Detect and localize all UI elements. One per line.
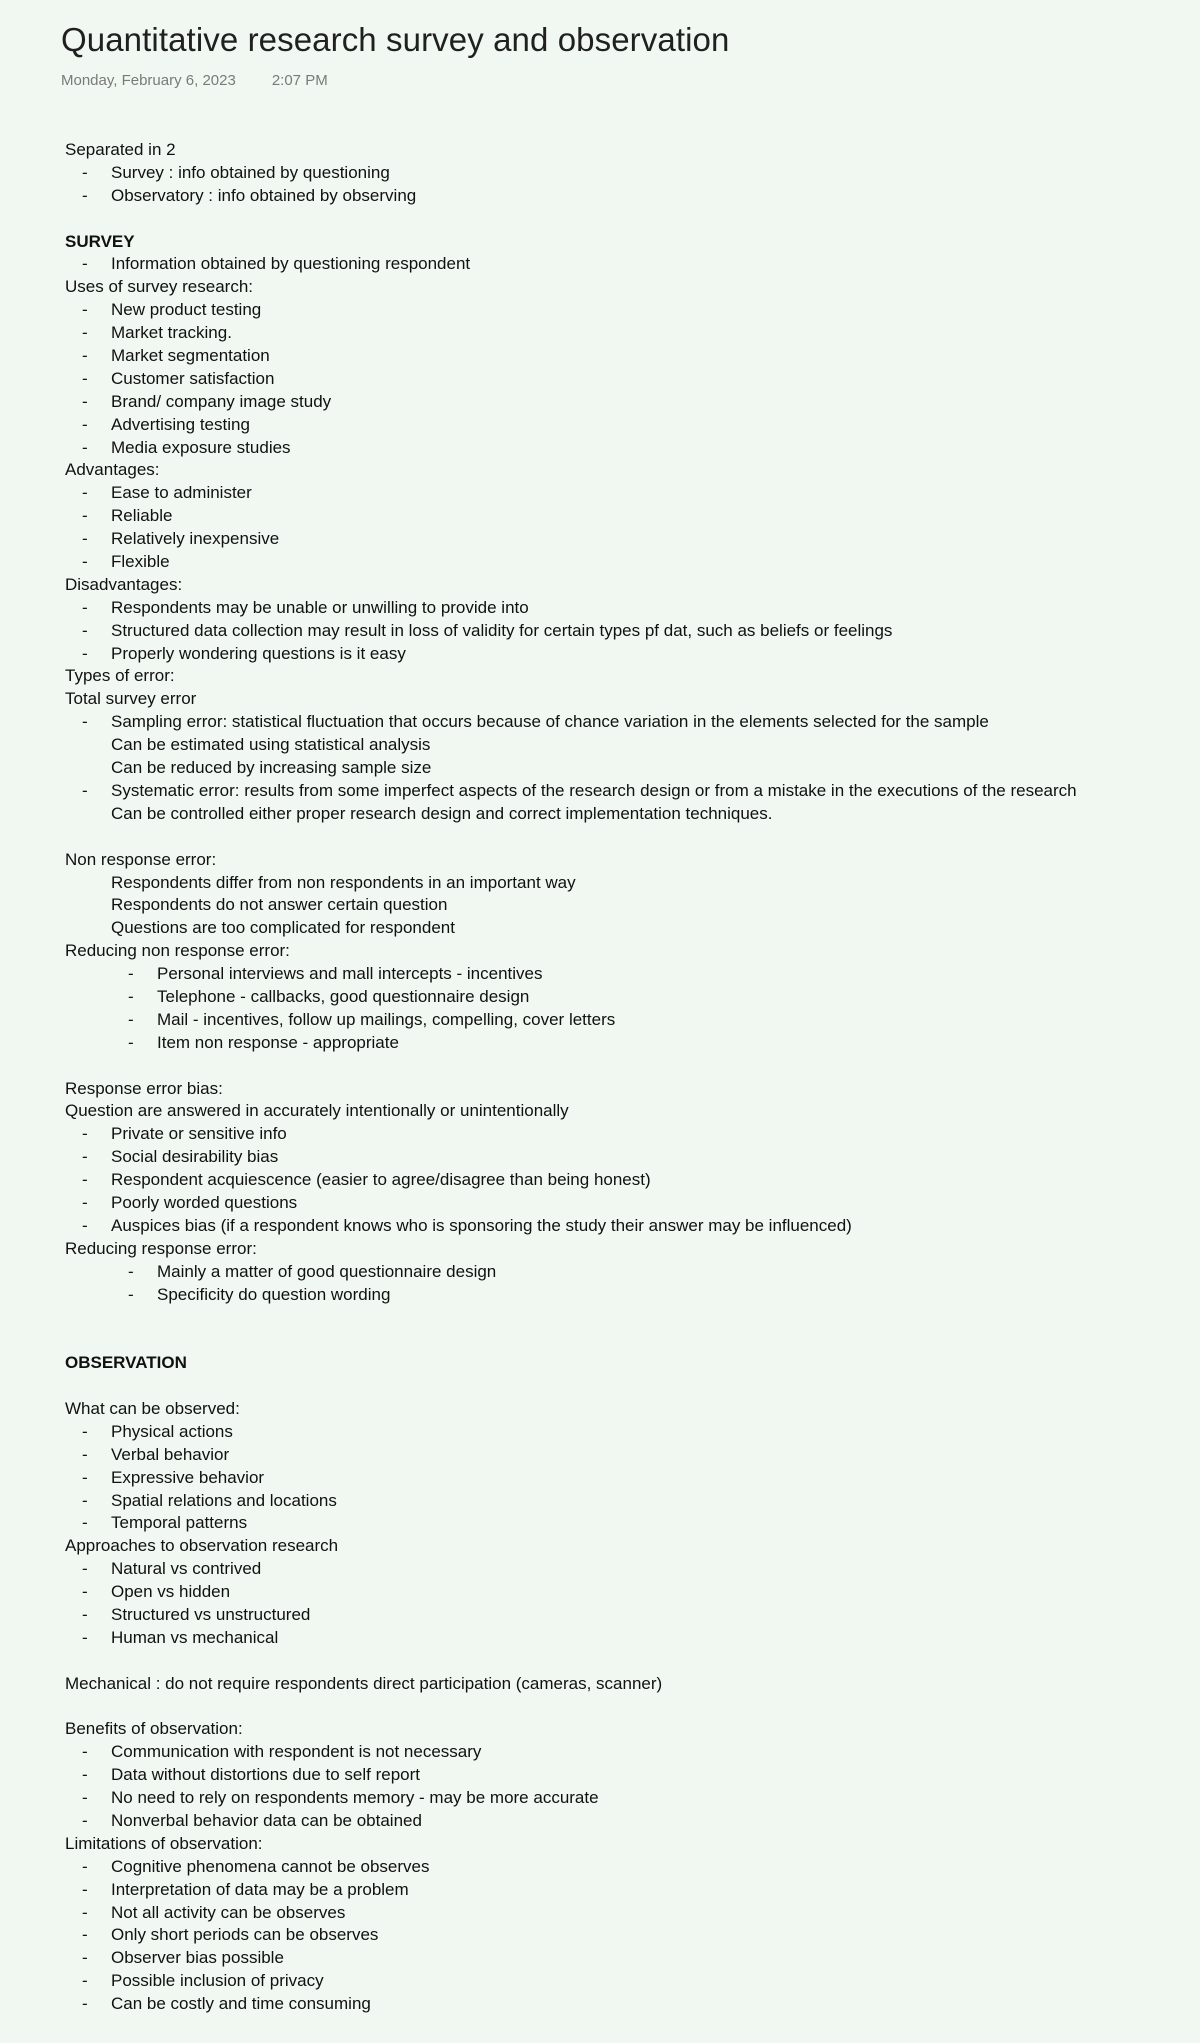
line-text: Disadvantages: xyxy=(65,574,183,594)
note-time: 2:07 PM xyxy=(271,72,328,89)
line-text: Item non response - appropriate xyxy=(157,1032,399,1052)
line-text: Natural vs contrived xyxy=(111,1559,262,1579)
list-item[interactable] xyxy=(65,1215,1175,1238)
dash-bullet-icon: - xyxy=(82,1605,88,1624)
list-item[interactable] xyxy=(65,1604,1175,1627)
list-item[interactable] xyxy=(65,1123,1175,1146)
dash-bullet-icon: - xyxy=(82,1971,88,1991)
dash-bullet-icon: - xyxy=(128,1261,134,1281)
list-item[interactable] xyxy=(65,185,1175,208)
line-text: Interpretation of data may be a problem xyxy=(111,1879,409,1899)
list-item[interactable] xyxy=(65,1581,1175,1604)
dash-bullet-icon: - xyxy=(82,1421,88,1441)
dash-bullet-icon: - xyxy=(82,1627,88,1647)
dash-bullet-icon: - xyxy=(82,437,88,457)
line-text: Personal interviews and mall intercepts - incentives xyxy=(157,964,543,984)
list-item[interactable] xyxy=(65,1284,1175,1307)
list-item[interactable] xyxy=(65,345,1175,368)
list-item[interactable] xyxy=(65,1924,1175,1947)
list-item[interactable] xyxy=(65,528,1175,551)
dash-bullet-icon: - xyxy=(128,964,134,984)
line-text: Social desirability bias xyxy=(111,1147,279,1167)
line-text: Structured data collection may result in loss of validity for certain types pf dat, such as beliefs or feelings xyxy=(111,620,893,640)
line-text: Communication with respondent is not necessary xyxy=(111,1742,482,1762)
dash-bullet-icon: - xyxy=(82,1582,88,1602)
line-text: Reducing non response error: xyxy=(65,941,290,961)
line-text: Survey : info obtained by questioning xyxy=(111,162,390,182)
dash-bullet-icon: - xyxy=(82,1147,88,1167)
dash-bullet-icon: - xyxy=(82,1811,88,1831)
text-line[interactable] xyxy=(65,459,1175,482)
list-item[interactable] xyxy=(65,299,1175,322)
list-item[interactable] xyxy=(65,1810,1175,1833)
dash-bullet-icon: - xyxy=(82,162,88,182)
line-text: New product testing xyxy=(111,300,262,320)
text-line[interactable] xyxy=(65,803,1175,826)
dash-bullet-icon: - xyxy=(82,368,88,388)
line-text: Physical actions xyxy=(111,1421,233,1441)
line-text: Information obtained by questioning respondent xyxy=(111,254,471,274)
line-text: Respondents do not answer certain question xyxy=(111,895,448,915)
dash-bullet-icon: - xyxy=(82,1742,88,1762)
dash-bullet-icon: - xyxy=(82,1879,88,1899)
line-text: Properly wondering questions is it easy xyxy=(111,643,406,663)
list-item[interactable] xyxy=(65,1192,1175,1215)
line-text: Verbal behavior xyxy=(111,1444,230,1464)
dash-bullet-icon: - xyxy=(82,506,88,526)
line-text: Questions are too complicated for respondent xyxy=(111,918,455,938)
text-line[interactable] xyxy=(65,734,1175,757)
line-text: Specificity do question wording xyxy=(157,1284,391,1304)
blank-line[interactable] xyxy=(65,826,1175,849)
line-text: No need to rely on respondents memory - may be more accurate xyxy=(111,1788,599,1808)
line-text: Reducing response error: xyxy=(65,1238,257,1258)
dash-bullet-icon: - xyxy=(82,1444,88,1464)
blank-line[interactable] xyxy=(65,1306,1175,1329)
dash-bullet-icon: - xyxy=(82,1856,88,1876)
text-line[interactable] xyxy=(65,688,1175,711)
line-text: Mail - incentives, follow up mailings, compelling, cover letters xyxy=(157,1009,616,1029)
list-item[interactable] xyxy=(65,1970,1175,1993)
list-item[interactable] xyxy=(65,711,1175,734)
list-item[interactable] xyxy=(65,1993,1175,2016)
list-item[interactable] xyxy=(65,1169,1175,1192)
list-item[interactable] xyxy=(65,482,1175,505)
dash-bullet-icon: - xyxy=(82,712,88,732)
dash-bullet-icon: - xyxy=(82,1490,88,1510)
list-item[interactable] xyxy=(65,1467,1175,1490)
line-text: Ease to administer xyxy=(111,483,252,503)
list-item[interactable] xyxy=(65,1558,1175,1581)
line-text: Limitations of observation: xyxy=(65,1833,263,1853)
text-line[interactable] xyxy=(65,894,1175,917)
dash-bullet-icon: - xyxy=(82,1124,88,1144)
text-line[interactable] xyxy=(65,665,1175,688)
list-item[interactable] xyxy=(65,1032,1175,1055)
dash-bullet-icon: - xyxy=(82,414,88,434)
line-text: Respondent acquiescence (easier to agree/disagree than being honest) xyxy=(111,1170,651,1190)
text-line[interactable] xyxy=(65,757,1175,780)
line-text: Temporal patterns xyxy=(111,1513,248,1533)
dash-bullet-icon: - xyxy=(82,346,88,366)
text-line[interactable] xyxy=(65,1833,1175,1856)
list-item[interactable] xyxy=(65,368,1175,391)
dash-bullet-icon: - xyxy=(82,1925,88,1945)
blank-line[interactable] xyxy=(65,1650,1175,1673)
dash-bullet-icon: - xyxy=(128,1284,134,1304)
list-item[interactable] xyxy=(65,620,1175,643)
line-text: Response error bias: xyxy=(65,1078,223,1098)
blank-line[interactable] xyxy=(65,1329,1175,1352)
line-text: Benefits of observation: xyxy=(65,1719,243,1739)
list-item[interactable] xyxy=(65,1444,1175,1467)
dash-bullet-icon: - xyxy=(82,1170,88,1190)
text-line[interactable] xyxy=(65,849,1175,872)
line-text: SURVEY xyxy=(65,231,135,251)
list-item[interactable] xyxy=(65,1421,1175,1444)
dash-bullet-icon: - xyxy=(82,780,88,800)
dash-bullet-icon: - xyxy=(82,185,88,205)
line-text: Approaches to observation research xyxy=(65,1536,339,1556)
line-text: Brand/ company image study xyxy=(111,391,332,411)
dash-bullet-icon: - xyxy=(82,1948,88,1968)
blank-line[interactable] xyxy=(65,208,1175,231)
line-text: Can be estimated using statistical analysis xyxy=(111,735,431,755)
list-item[interactable] xyxy=(65,963,1175,986)
line-text: Poorly worded questions xyxy=(111,1192,298,1212)
line-text: Not all activity can be observes xyxy=(111,1902,346,1922)
dash-bullet-icon: - xyxy=(128,1032,134,1052)
line-text: Auspices bias (if a respondent knows who is sponsoring the study their answer may be influenced) xyxy=(111,1215,852,1235)
dash-bullet-icon: - xyxy=(82,1902,88,1922)
line-text: OBSERVATION xyxy=(65,1353,187,1373)
line-text: Cognitive phenomena cannot be observes xyxy=(111,1856,430,1876)
list-item[interactable] xyxy=(65,597,1175,620)
text-line[interactable] xyxy=(65,1673,1175,1696)
line-text: Flexible xyxy=(111,552,170,572)
text-line[interactable] xyxy=(65,574,1175,597)
dash-bullet-icon: - xyxy=(82,643,88,663)
line-text: Structured vs unstructured xyxy=(111,1605,311,1624)
line-text: Relatively inexpensive xyxy=(111,529,280,549)
section-heading[interactable] xyxy=(65,1352,1175,1375)
text-line[interactable] xyxy=(65,872,1175,895)
dash-bullet-icon: - xyxy=(82,529,88,549)
dash-bullet-icon: - xyxy=(82,323,88,343)
line-text: Nonverbal behavior data can be obtained xyxy=(111,1811,422,1831)
dash-bullet-icon: - xyxy=(82,1788,88,1808)
blank-line[interactable] xyxy=(65,1696,1175,1719)
line-text: Types of error: xyxy=(65,666,175,686)
text-line[interactable] xyxy=(65,1398,1175,1421)
line-text: Private or sensitive info xyxy=(111,1124,287,1144)
text-line[interactable] xyxy=(65,276,1175,299)
list-item[interactable] xyxy=(65,1947,1175,1970)
note-body[interactable] xyxy=(65,139,1175,2016)
list-item[interactable] xyxy=(65,1261,1175,1284)
list-item[interactable] xyxy=(65,505,1175,528)
blank-line[interactable] xyxy=(65,1055,1175,1078)
line-text: Can be controlled either proper research design and correct implementation techniques. xyxy=(111,803,773,823)
list-item[interactable] xyxy=(65,643,1175,666)
text-line[interactable] xyxy=(65,940,1175,963)
dash-bullet-icon: - xyxy=(82,1192,88,1212)
list-item[interactable] xyxy=(65,414,1175,437)
text-line[interactable] xyxy=(65,1718,1175,1741)
line-text: Reliable xyxy=(111,506,173,526)
line-text: Human vs mechanical xyxy=(111,1627,279,1647)
dash-bullet-icon: - xyxy=(128,1009,134,1029)
list-item[interactable] xyxy=(65,437,1175,460)
section-heading[interactable] xyxy=(65,231,1175,254)
line-text: Market tracking. xyxy=(111,323,232,343)
line-text: Can be reduced by increasing sample size xyxy=(111,758,432,778)
list-item[interactable] xyxy=(65,1902,1175,1925)
line-text: Mechanical : do not require respondents direct participation (cameras, scanner) xyxy=(65,1673,663,1693)
line-text: Telephone - callbacks, good questionnaire design xyxy=(157,986,530,1006)
list-item[interactable] xyxy=(65,162,1175,185)
line-text: Sampling error: statistical fluctuation that occurs because of chance variation in the elements selected for the sample xyxy=(111,712,989,732)
list-item[interactable] xyxy=(65,1512,1175,1535)
line-text: Only short periods can be observes xyxy=(111,1925,379,1945)
line-text: Respondents may be unable or unwilling to provide into xyxy=(111,597,529,617)
note-date: Monday, February 6, 2023 xyxy=(61,72,236,89)
line-text: Data without distortions due to self report xyxy=(111,1765,420,1785)
line-text: Possible inclusion of privacy xyxy=(111,1971,324,1991)
line-text: Non response error: xyxy=(65,849,217,869)
dash-bullet-icon: - xyxy=(82,1765,88,1785)
text-line[interactable] xyxy=(65,1535,1175,1558)
list-item[interactable] xyxy=(65,1009,1175,1032)
line-text: Advertising testing xyxy=(111,414,250,434)
dash-bullet-icon: - xyxy=(82,1215,88,1235)
dash-bullet-icon: - xyxy=(82,391,88,411)
list-item[interactable] xyxy=(65,1764,1175,1787)
dash-bullet-icon: - xyxy=(82,1994,88,2014)
dash-bullet-icon: - xyxy=(82,1513,88,1533)
list-item[interactable] xyxy=(65,551,1175,574)
list-item[interactable] xyxy=(65,1787,1175,1810)
line-text: Advantages: xyxy=(65,460,160,480)
list-item[interactable] xyxy=(65,1856,1175,1879)
list-item[interactable] xyxy=(65,1627,1175,1650)
text-line[interactable] xyxy=(65,1078,1175,1101)
line-text: Customer satisfaction xyxy=(111,368,275,388)
list-item[interactable] xyxy=(65,986,1175,1009)
list-item[interactable] xyxy=(65,780,1175,803)
line-text: Observer bias possible xyxy=(111,1948,284,1968)
note-metadata xyxy=(61,72,328,89)
dash-bullet-icon: - xyxy=(82,1467,88,1487)
list-item[interactable] xyxy=(65,253,1175,276)
line-text: Question are answered in accurately intentionally or unintentionally xyxy=(65,1101,569,1121)
line-text: Market segmentation xyxy=(111,346,270,366)
dash-bullet-icon: - xyxy=(82,620,88,640)
text-line[interactable] xyxy=(65,139,1175,162)
line-text: What can be observed: xyxy=(65,1398,240,1418)
dash-bullet-icon: - xyxy=(82,552,88,572)
line-text: Respondents differ from non respondents in an important way xyxy=(111,872,576,892)
list-item[interactable] xyxy=(65,1490,1175,1513)
dash-bullet-icon: - xyxy=(82,1559,88,1579)
line-text: Systematic error: results from some imperfect aspects of the research design or from a mistake in the executions of the research xyxy=(111,780,1077,800)
line-text: Observatory : info obtained by observing xyxy=(111,185,417,205)
line-text: Open vs hidden xyxy=(111,1582,231,1602)
dash-bullet-icon: - xyxy=(82,483,88,503)
dash-bullet-icon: - xyxy=(82,254,88,274)
blank-line[interactable] xyxy=(65,1375,1175,1398)
list-item[interactable] xyxy=(65,1146,1175,1169)
text-line[interactable] xyxy=(65,917,1175,940)
line-text: Can be costly and time consuming xyxy=(111,1994,371,2014)
line-text: Separated in 2 xyxy=(65,140,176,159)
dash-bullet-icon: - xyxy=(82,300,88,320)
line-text: Expressive behavior xyxy=(111,1467,265,1487)
text-line[interactable] xyxy=(65,1238,1175,1261)
list-item[interactable] xyxy=(65,391,1175,414)
list-item[interactable] xyxy=(65,1741,1175,1764)
dash-bullet-icon: - xyxy=(128,986,134,1006)
line-text: Mainly a matter of good questionnaire design xyxy=(157,1261,497,1281)
line-text: Total survey error xyxy=(65,689,197,709)
line-text: Media exposure studies xyxy=(111,437,291,457)
line-text: Uses of survey research: xyxy=(65,277,254,297)
text-line[interactable] xyxy=(65,1100,1175,1123)
dash-bullet-icon: - xyxy=(82,597,88,617)
list-item[interactable] xyxy=(65,1879,1175,1902)
line-text: Spatial relations and locations xyxy=(111,1490,337,1510)
list-item[interactable] xyxy=(65,322,1175,345)
page-title[interactable]: Quantitative research survey and observation xyxy=(61,21,730,58)
